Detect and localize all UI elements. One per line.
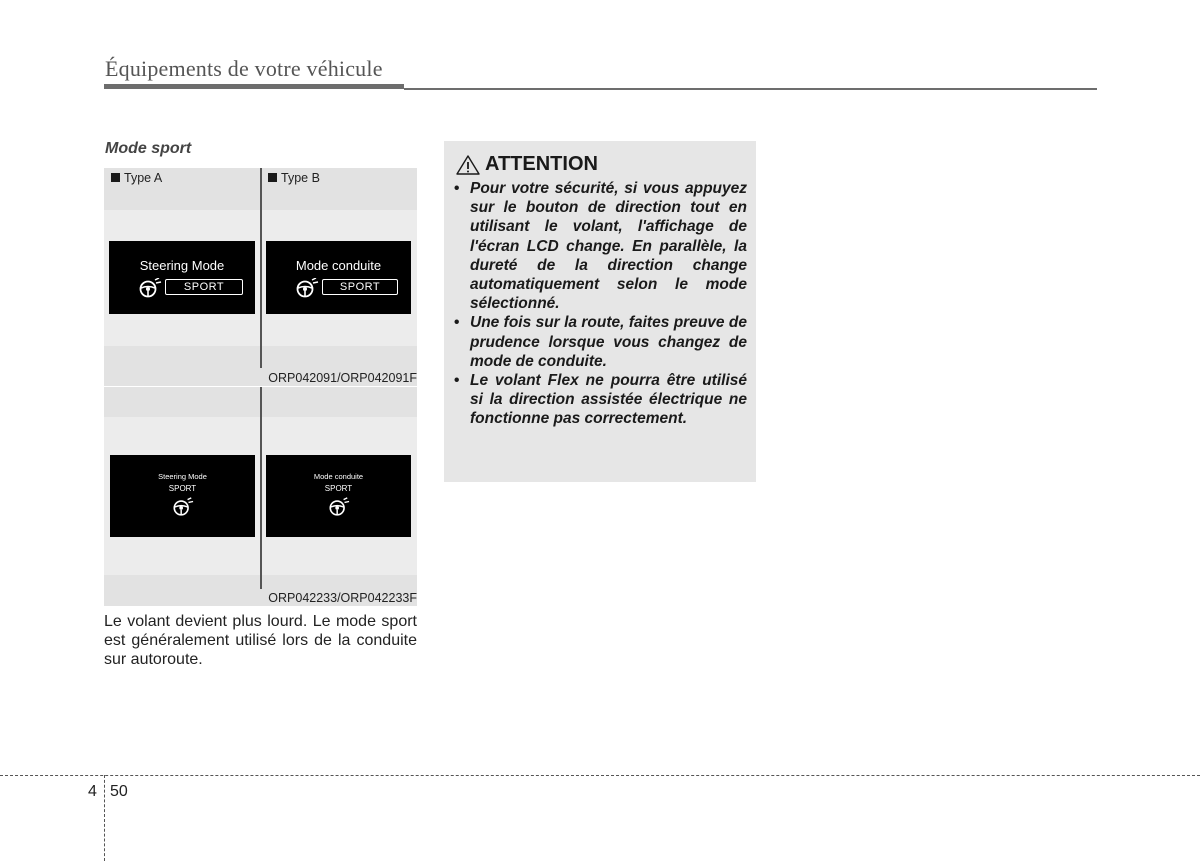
page-number: 50 [110, 783, 128, 800]
header-rule-thick [104, 84, 404, 89]
square-bullet-icon [268, 173, 277, 182]
lcd-display-type-b [266, 241, 411, 314]
steering-wheel-icon [328, 497, 350, 517]
steering-wheel-icon [172, 497, 194, 517]
header-rule-thin [404, 88, 1097, 90]
warning-triangle-icon [455, 154, 481, 176]
lcd-title: Mode conduite [295, 258, 382, 273]
footer-dashed-separator [104, 775, 105, 861]
lcd-mode: SPORT [324, 484, 353, 493]
figure-steering-mode-type-ab [104, 168, 417, 386]
lcd-mode: SPORT [168, 484, 197, 493]
section-title: Mode sport [105, 140, 192, 157]
figure-code: ORP042233/ORP042233F [268, 591, 417, 605]
type-b-label: Type B [268, 171, 320, 185]
lcd-title: Steering Mode [158, 472, 207, 481]
chapter-number: 4 [88, 783, 97, 800]
lcd-title: Mode conduite [313, 472, 364, 481]
attention-item: • Pour votre sécurité, si vous appuyez sur le bouton de direction tout en utilisant le volant, l'affichage de l'écran LCD change. En parallèle, la dureté de la direction change automatiquement selon le mode sélectionné. [454, 179, 747, 313]
square-bullet-icon [111, 173, 120, 182]
steering-wheel-icon [138, 278, 162, 298]
lcd-display-type-a [110, 455, 255, 537]
sport-badge: SPORT [322, 279, 398, 295]
body-paragraph: Le volant devient plus lourd. Le mode sport est généralement utilisé lors de la conduite sur autoroute. [104, 613, 417, 668]
sport-badge: SPORT [165, 279, 243, 295]
figure-steering-mode-alt [104, 387, 417, 606]
attention-list [454, 179, 747, 429]
lcd-display-type-a [109, 241, 255, 314]
lcd-display-type-b [266, 455, 411, 537]
figure-code: ORP042091/ORP042091F [268, 371, 417, 385]
attention-item: • Une fois sur la route, faites preuve de prudence lorsque vous changez de mode de conduite. [454, 313, 747, 371]
page-header-title: Équipements de votre véhicule [105, 56, 383, 81]
lcd-title: Steering Mode [139, 258, 225, 273]
figure-divider [260, 387, 262, 589]
attention-header [455, 153, 598, 176]
attention-title: ATTENTION [485, 153, 598, 175]
steering-wheel-icon [295, 278, 319, 298]
attention-item: • Le volant Flex ne pourra être utilisé si la direction assistée électrique ne fonctionne pas correctement. [454, 371, 747, 429]
footer-dashed-rule [0, 775, 1200, 776]
attention-box [444, 141, 756, 482]
type-a-label: Type A [111, 171, 162, 185]
figure-divider [260, 168, 262, 368]
